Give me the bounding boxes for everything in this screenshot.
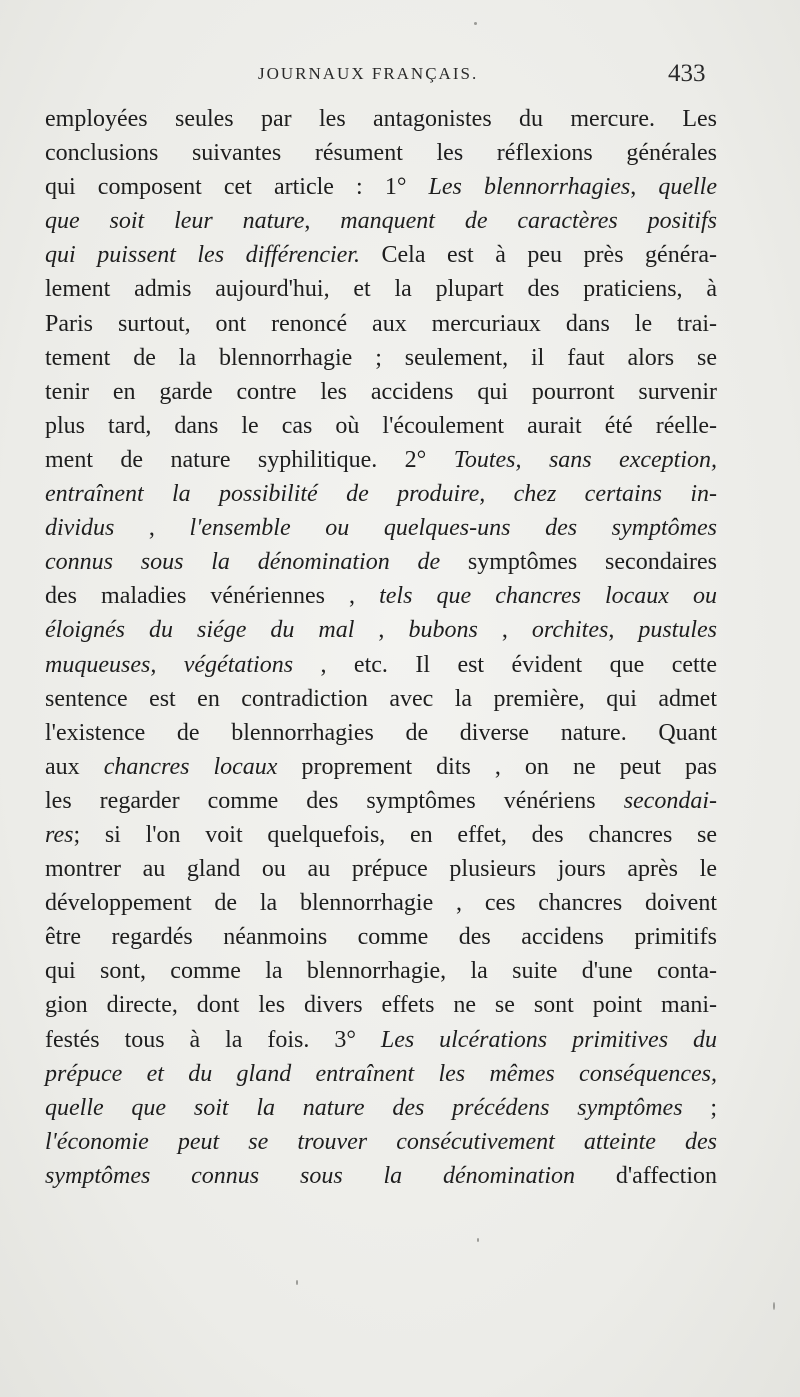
text-line [45,477,717,511]
text-line [45,443,717,477]
italic-text-span: connus sous la dénomination de [45,549,441,576]
running-title: JOURNAUX FRANÇAIS. [258,64,479,83]
text-line [45,272,717,306]
text-span: des maladies vénériennes , [45,583,380,610]
italic-text-span: Les ulcérations primitives du [380,1026,717,1053]
text-span: festés tous à la fois. 3° [45,1026,381,1053]
text-span: qui sont, comme la blennorrhagie, la suite d'une conta- [45,958,717,985]
italic-text-span: Toutes, sans exception, [453,446,717,473]
text-line [45,375,717,409]
text-span: les regarder comme des symptômes vénériens [45,787,624,814]
text-line [45,102,717,136]
text-line [45,545,717,579]
italic-text-span: pustules [638,617,718,644]
italic-text-span: entraînent la possibilité de produire, chez certains in- [45,481,717,508]
text-span: sentence est en contradiction avec la première, qui admet [45,685,717,712]
text-span: développement de la blennorrhagie , ces chancres doivent [45,890,717,917]
text-line [45,784,717,818]
text-span: ; si l'on voit quelquefois, en effet, des chancres se [73,821,717,848]
text-span: conclusions suivantes résument les réflexions générales [45,140,717,167]
italic-text-span: muqueuses, végétations [45,651,294,678]
italic-text-span: chancres locaux [103,753,278,780]
italic-text-span: manquent de caractères positifs [340,208,718,235]
text-line [45,579,717,613]
text-line [45,170,717,204]
italic-text-span: l'économie peut se trouver consécutivement atteinte des [45,1128,717,1155]
running-head [0,60,800,90]
paper-speck [474,22,477,25]
italic-text-span: Les blennorrhagies [428,174,631,201]
text-line [45,1125,717,1159]
text-line [45,1023,717,1057]
text-line [45,511,717,545]
text-line [45,238,717,272]
text-span: Paris surtout, ont renoncé aux mercuriaux dans le trai- [45,310,717,337]
italic-text-span: l'ensemble ou quelques-uns des symptômes [189,515,717,542]
text-span: , [608,617,639,644]
text-span: , [114,515,190,542]
text-span: ment de nature syphilitique. 2° [45,446,454,473]
text-span: être regardés néanmoins comme des accidens primitifs [45,924,717,951]
text-line [45,954,717,988]
text-line [45,886,717,920]
italic-text-span: prépuce et du gland entraînent les mêmes conséquences, [45,1060,717,1087]
italic-text-span: symptômes connus sous la dénomination [45,1162,575,1189]
italic-text-span: orchites [531,617,609,644]
italic-text-span: bubons [408,617,478,644]
paper-speck [477,1238,479,1242]
text-line [45,920,717,954]
text-span: , [354,617,409,644]
text-line [45,307,717,341]
paper-speck [773,1302,775,1310]
text-span: , etc. Il est évident que cette [293,651,717,678]
italic-text-span: res [45,821,74,848]
italic-text-span: que soit leur nature [45,208,305,235]
text-span: proprement dits , on ne peut pas [277,753,718,780]
italic-text-span: quelle [658,174,717,201]
text-line [45,204,717,238]
italic-text-span: qui puissent les différencier. [45,242,360,269]
body-text [45,102,717,1193]
text-span: symptômes secondaires [440,549,717,576]
text-span: aux [45,753,104,780]
text-line [45,1091,717,1125]
text-span: tenir en garde contre les accidens qui pourront survenir [45,378,717,405]
text-line [45,648,717,682]
page-number: 433 [668,60,706,87]
text-span: l'existence de blennorrhagies de diverse nature. Quant [45,719,717,746]
text-line [45,818,717,852]
text-span: gion directe, dont les divers effets ne se sont point mani- [45,992,717,1019]
text-line [45,613,717,647]
text-line [45,1159,717,1193]
text-span: tement de la blennorrhagie ; seulement, il faut alors se [45,344,717,371]
text-line [45,750,717,784]
text-line [45,341,717,375]
text-span: employées seules par les antagonistes du mercure. Les [45,106,717,132]
text-span: Cela est à peu près généra- [359,242,718,269]
italic-text-span: secondai- [623,787,717,814]
text-line [45,409,717,443]
paper-speck [296,1280,298,1285]
text-line [45,852,717,886]
text-span: ; [682,1094,717,1121]
text-span: lement admis aujourd'hui, et la plupart des praticiens, à [45,276,717,303]
text-span: montrer au gland ou au prépuce plusieurs jours après le [45,856,717,883]
text-span: qui composent cet article : 1° [45,174,429,201]
italic-text-span: éloignés du siége du mal [45,617,355,644]
italic-text-span: dividus [45,515,115,542]
text-line [45,682,717,716]
text-span: , [477,617,532,644]
text-line [45,136,717,170]
text-line [45,988,717,1022]
text-line [45,716,717,750]
text-span: , [630,174,659,201]
text-span: plus tard, dans le cas où l'écoulement aurait été réelle- [45,412,717,439]
text-span: , [304,208,341,235]
italic-text-span: quelle que soit la nature des précédens symptômes [45,1094,683,1121]
italic-text-span: tels que chancres locaux ou [379,583,718,610]
text-span: d'affection [574,1162,717,1189]
text-line [45,1057,717,1091]
